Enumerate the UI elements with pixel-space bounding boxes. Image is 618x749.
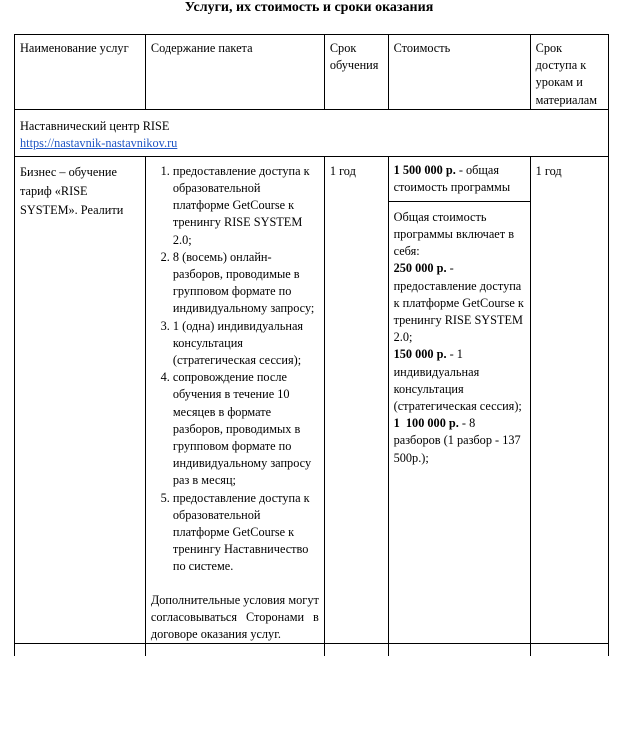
cost-part bbox=[394, 415, 525, 467]
cost-part-amount: 150 000 р. bbox=[393, 347, 447, 362]
page-title: Услуги, их стоимость и сроки оказания bbox=[184, 0, 434, 15]
services-table bbox=[14, 34, 609, 656]
org-row bbox=[15, 109, 609, 156]
header-cell: Стоимость bbox=[388, 35, 530, 110]
package-content bbox=[145, 156, 324, 643]
service-name: Бизнес – обучение тариф «RISE SYSTEM». Реалити bbox=[15, 156, 146, 643]
header-cell: Срок обучения bbox=[324, 35, 388, 110]
cost-intro: Общая стоимость программы включает в себя: bbox=[393, 209, 515, 259]
list-item: 1. предоставление доступа к образовательной платформе GetCourse к тренингу RISE SYSTEM 2.0; bbox=[173, 163, 319, 249]
org-cell bbox=[15, 109, 609, 156]
list-item: 4. сопровождение после обучения в течение 10 месяцев в формате разборов, проводимых в групповом формате по индивидуальному запросу раз в месяц; bbox=[173, 369, 319, 489]
cost-part bbox=[394, 260, 525, 346]
cost-part-text: - 8 разборов (1 разбор - 137 500р.); bbox=[393, 416, 521, 465]
service-row bbox=[15, 156, 609, 643]
additional-conditions: Дополнительные условия могут согласовываться Сторонами в договоре оказания услуг. bbox=[150, 592, 319, 642]
access-duration: 1 год bbox=[530, 156, 608, 643]
cost-part-amount: 1 100 000 р. bbox=[393, 416, 459, 431]
training-duration: 1 год bbox=[324, 156, 388, 643]
cost-part-amount: 250 000 р. bbox=[393, 261, 447, 276]
cost-part-text: - предоставление доступа к платформе GetCourse к тренингу RISE SYSTEM 2.0; bbox=[393, 261, 524, 345]
org-name: Наставнический центр RISE bbox=[20, 118, 170, 133]
cost-total bbox=[389, 157, 530, 202]
next-row bbox=[15, 644, 609, 657]
list-item: 5. предоставление доступа к образовательной платформе GetCourse к тренингу Наставничество по системе. bbox=[173, 490, 319, 576]
cost-total-text: - общая стоимость программы bbox=[393, 162, 511, 195]
cost-part-text: - 1 индивидуальная консультация (стратегическая сессия); bbox=[393, 347, 522, 414]
list-item: 2. 8 (восемь) онлайн-разборов, проводимые в групповом формате по индивидуальному запросу; bbox=[173, 249, 319, 318]
header-cell: Содержание пакета bbox=[145, 35, 324, 110]
cost-cell bbox=[388, 156, 530, 643]
cost-part bbox=[394, 346, 525, 415]
header-cell: Срок доступа к урокам и материалам bbox=[530, 35, 608, 110]
cost-breakdown bbox=[389, 202, 530, 467]
header-cell: Наименование услуг bbox=[15, 35, 146, 110]
table-header-row bbox=[15, 35, 609, 110]
list-item: 3. 1 (одна) индивидуальная консультация (стратегическая сессия); bbox=[173, 318, 319, 370]
cost-total-amount: 1 500 000 р. bbox=[393, 162, 456, 177]
package-items-list bbox=[151, 163, 319, 576]
org-link[interactable]: https://nastavnik-nastavnikov.ru bbox=[20, 136, 178, 151]
